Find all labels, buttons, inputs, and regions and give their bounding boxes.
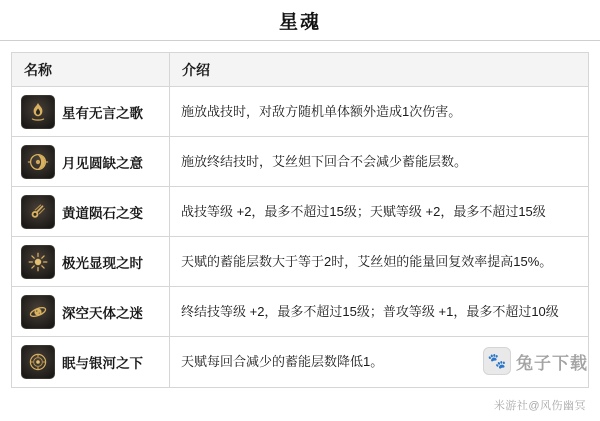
eidolon-aurora-icon [21, 245, 55, 279]
eidolon-name-cell [12, 187, 170, 236]
eidolon-name: 黄道陨石之变 [62, 205, 143, 221]
eidolon-galaxy-icon [21, 345, 55, 379]
eidolon-name-cell [12, 237, 170, 286]
eidolon-desc: 施放战技时，对敌方随机单体额外造成1次伤害。 [181, 103, 462, 119]
table-row [12, 237, 588, 287]
eidolon-sky-icon [21, 295, 55, 329]
eidolon-name-cell [12, 287, 170, 336]
eidolon-table [11, 52, 589, 388]
watermark-credit: 米游社@风伤幽冥 [493, 400, 586, 412]
eidolon-meteor-icon [21, 195, 55, 229]
paw-icon: 🐾 [483, 347, 511, 375]
watermark-logo [483, 347, 588, 375]
eidolon-desc: 天赋的蓄能层数大于等于2时，艾丝妲的能量回复效率提高15%。 [181, 253, 553, 269]
table-row [12, 187, 588, 237]
eidolon-desc: 天赋每回合减少的蓄能层数降低1。 [181, 354, 384, 370]
eidolon-desc: 终结技等级 +2，最多不超过15级；普攻等级 +1，最多不超过10级 [181, 303, 559, 319]
watermark-brand: 兔子下载 [516, 353, 588, 373]
eidolon-name: 星有无言之歌 [62, 105, 143, 121]
eidolon-desc: 战技等级 +2，最多不超过15级；天赋等级 +2，最多不超过15级 [181, 203, 546, 219]
table-header-row [12, 53, 588, 87]
eidolon-name: 深空天体之迷 [62, 305, 143, 321]
eidolon-name-cell [12, 337, 170, 387]
table-row [12, 137, 588, 187]
eidolon-name-cell [12, 87, 170, 136]
eidolon-name-cell [12, 137, 170, 186]
column-header-desc: 介绍 [182, 61, 210, 78]
table-row [12, 287, 588, 337]
column-header-name: 名称 [12, 53, 170, 86]
page-title: 星魂 [278, 11, 321, 33]
eidolon-flame-icon [21, 95, 55, 129]
eidolon-name: 极光显现之时 [62, 255, 143, 271]
eidolon-name: 月见圆缺之意 [62, 155, 143, 171]
title-bar [0, 0, 600, 41]
eidolon-desc: 施放终结技时，艾丝妲下回合不会减少蓄能层数。 [181, 153, 468, 169]
table-row [12, 87, 588, 137]
eidolon-name: 眠与银河之下 [62, 356, 143, 371]
eidolon-moon-icon [21, 145, 55, 179]
